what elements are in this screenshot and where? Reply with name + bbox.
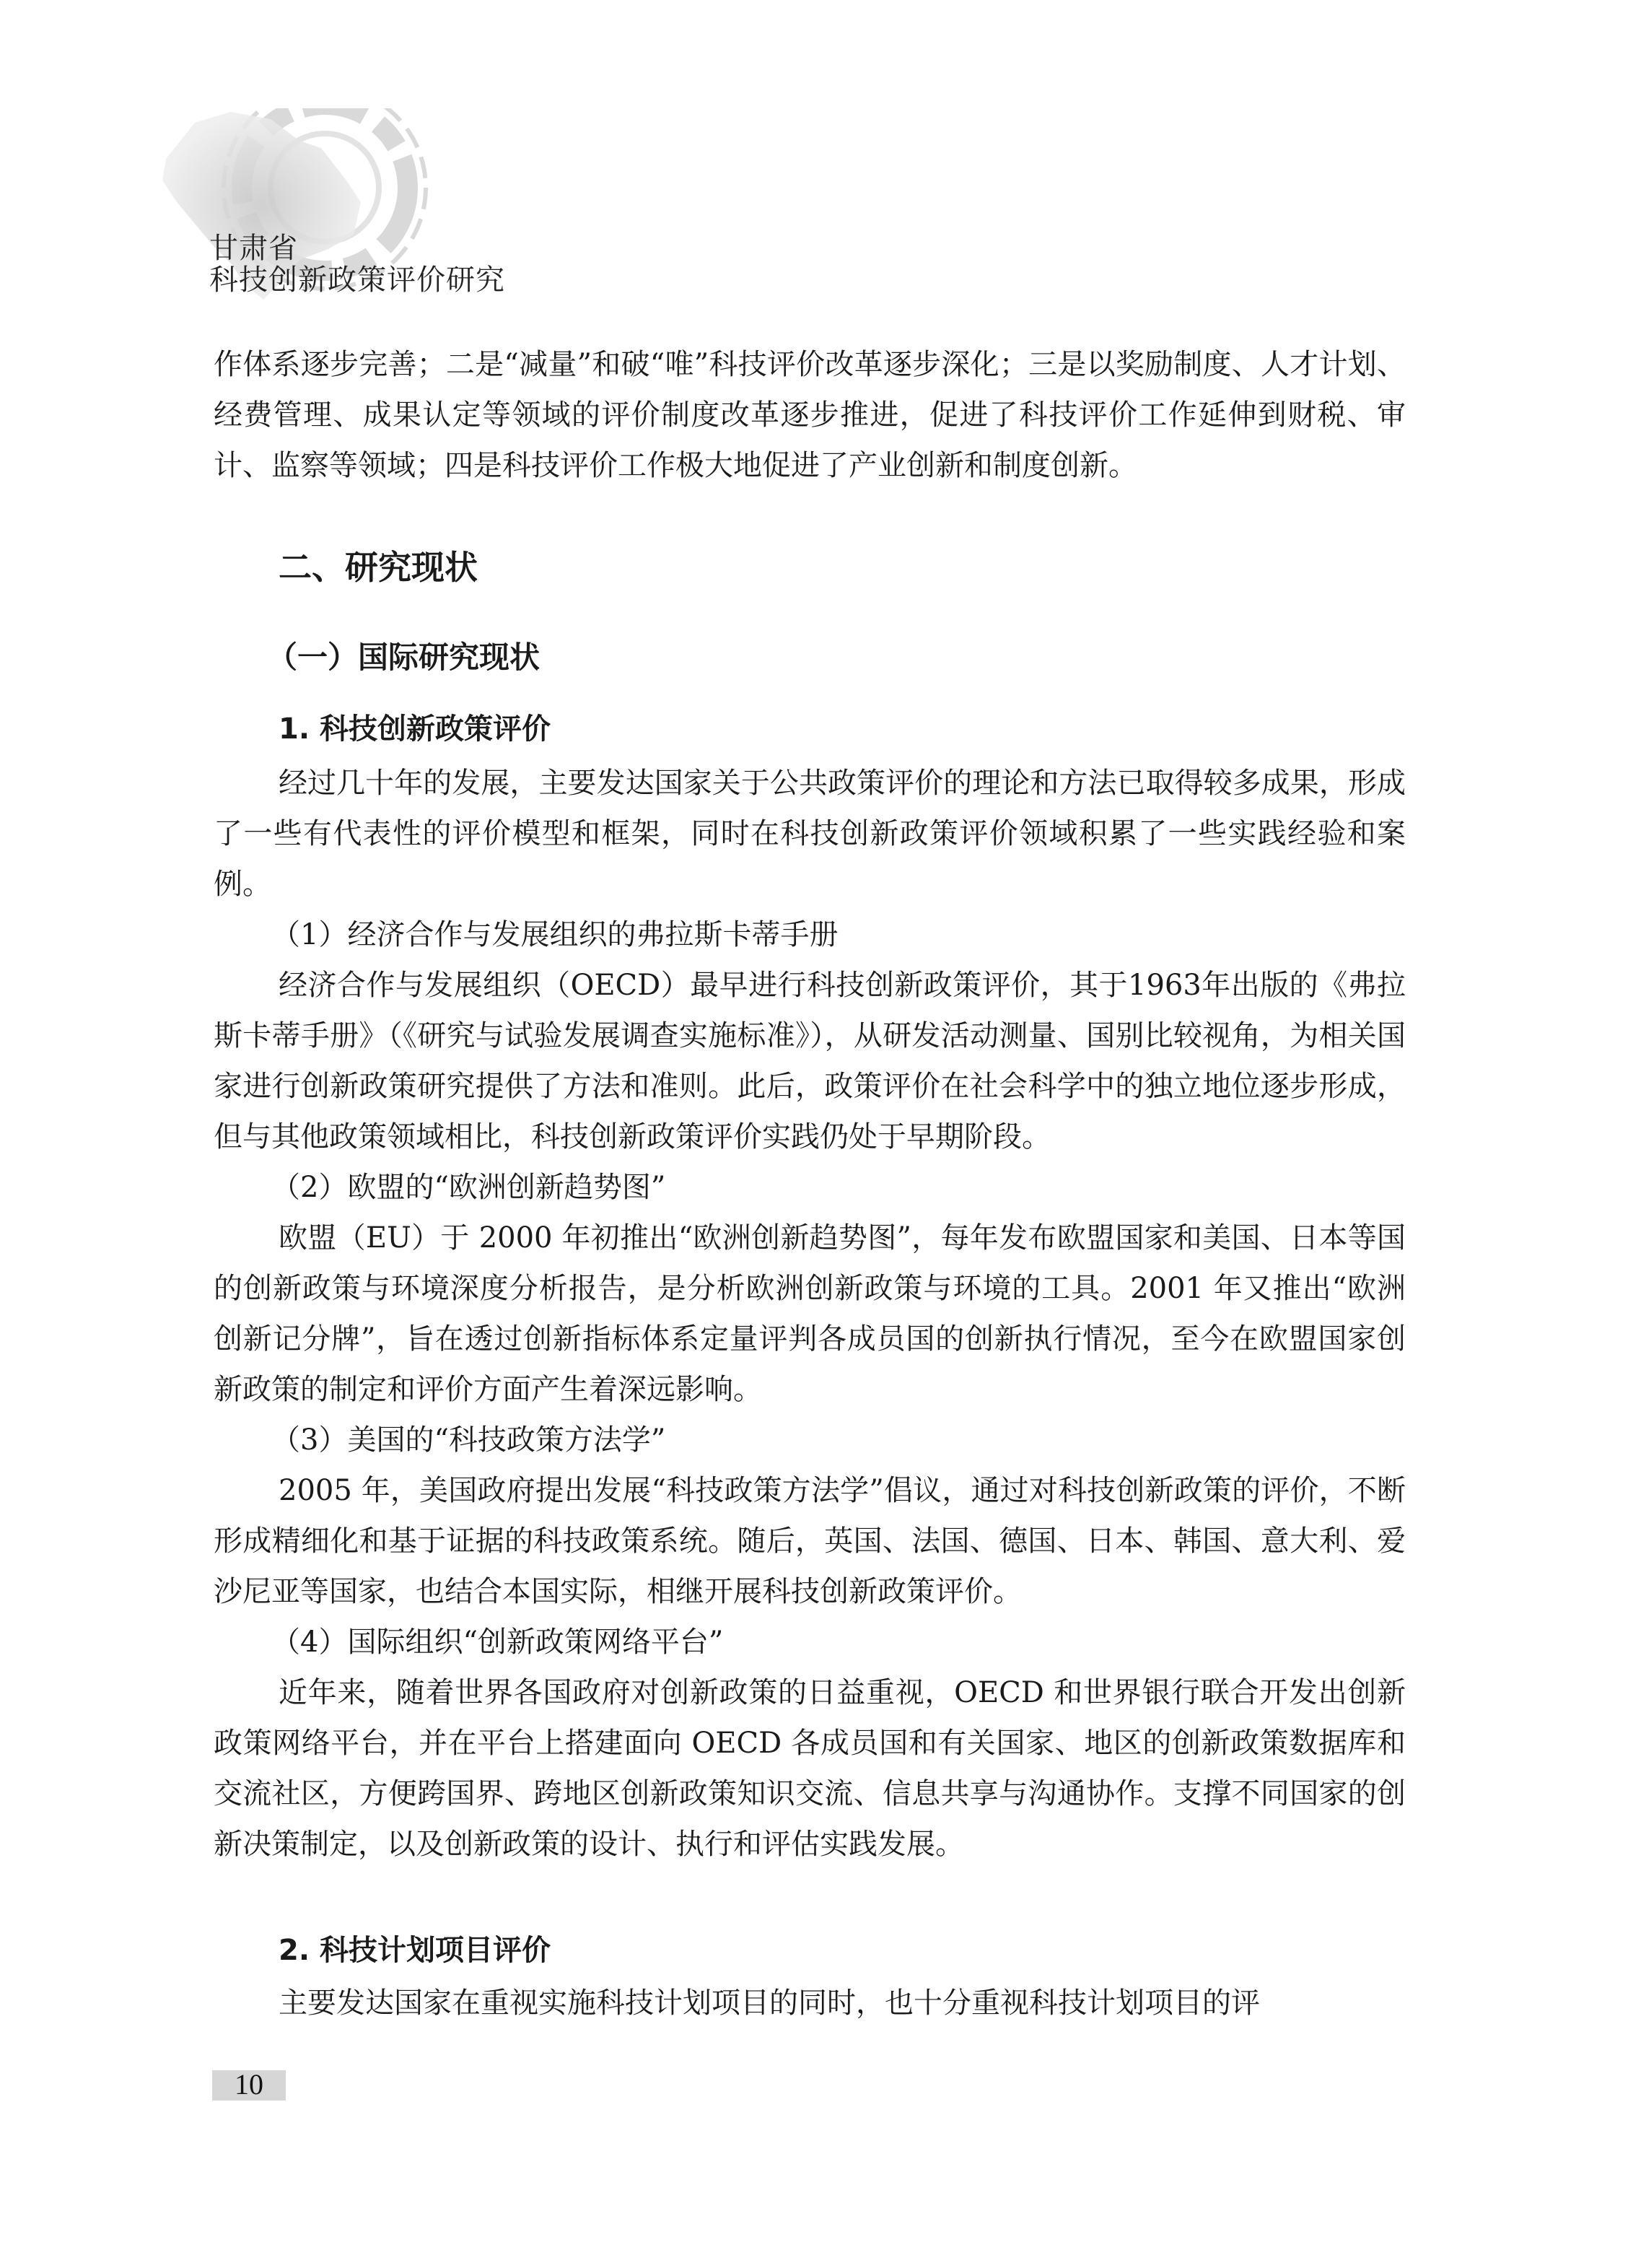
subsection-heading: （一）国际研究现状 bbox=[267, 640, 541, 675]
book-title-line2: 科技创新政策评价研究 bbox=[209, 263, 505, 297]
paragraph-1: 经过几十年的发展，主要发达国家关于公共政策评价的理论和方法已取得较多成果，形成了一些有代表性的评价模型和框架，同时在科技创新政策评价领域积累了一些实践经验和案例。 bbox=[214, 767, 1406, 901]
subheading-1: （1）经济合作与发展组织的弗拉斯卡蒂手册 bbox=[271, 918, 839, 951]
paragraph-sub-1: 经济合作与发展组织（OECD）最早进行科技创新政策评价，其于1963年出版的《弗拉斯卡蒂手册》（《研究与试验发展调查实施标准》），从研发活动测量、国别比较视角，为相关国家进行创新政策研究提供了方法和准则。此后，政策评价在社会科学中的独立地位逐步形成，但与其他政策领域相比，科技创新政策评价实践仍处于早期阶段。 bbox=[214, 969, 1406, 1153]
paragraph-intro: 作体系逐步完善；二是“减量”和破“唯”科技评价改革逐步深化；三是以奖励制度、人才计划、经费管理、成果认定等领域的评价制度改革逐步推进，促进了科技评价工作延伸到财税、审计、监察等领域；四是科技评价工作极大地促进了产业创新和制度创新。 bbox=[214, 348, 1406, 482]
paragraph-sub-4: 近年来，随着世界各国政府对创新政策的日益重视，OECD 和世界银行联合开发出创新政策网络平台，并在平台上搭建面向 OECD 各成员国和有关国家、地区的创新政策数据库和交流社区，方便跨国界、跨地区创新政策知识交流、信息共享与沟通协作。支撑不同国家的创新决策制定，以及创新政策的设计、执行和评估实践发展。 bbox=[214, 1676, 1406, 1861]
subheading-4: （4）国际组织“创新政策网络平台” bbox=[271, 1626, 724, 1659]
paragraph-2: 主要发达国家在重视实施科技计划项目的同时，也十分重视科技计划项目的评 bbox=[279, 1986, 1260, 2020]
subheading-2: （2）欧盟的“欧洲创新趋势图” bbox=[271, 1171, 666, 1204]
paragraph-sub-2: 欧盟（EU）于 2000 年初推出“欧洲创新趋势图”，每年发布欧盟国家和美国、日本等国的创新政策与环境深度分析报告，是分析欧洲创新政策与环境的工具。2001 年又推出“欧洲创新记分牌”，旨在透过创新指标体系定量评判各成员国的创新执行情况，至今在欧盟国家创新政策的制定和评价方面产生着深远影响。 bbox=[214, 1221, 1406, 1406]
page-number: 10 bbox=[235, 2068, 263, 2101]
heading-1: 1. 科技创新政策评价 bbox=[279, 712, 551, 746]
section-heading: 二、研究现状 bbox=[279, 548, 478, 587]
subheading-3: （3）美国的“科技政策方法学” bbox=[271, 1423, 666, 1457]
heading-2: 2. 科技计划项目评价 bbox=[279, 1934, 551, 1967]
paragraph-sub-3: 2005 年，美国政府提出发展“科技政策方法学”倡议，通过对科技创新政策的评价，不断形成精细化和基于证据的科技政策系统。随后，英国、法国、德国、日本、韩国、意大利、爱沙尼亚等国家，也结合本国实际，相继开展科技创新政策评价。 bbox=[214, 1474, 1406, 1608]
book-title-line1: 甘肃省 bbox=[209, 232, 298, 265]
